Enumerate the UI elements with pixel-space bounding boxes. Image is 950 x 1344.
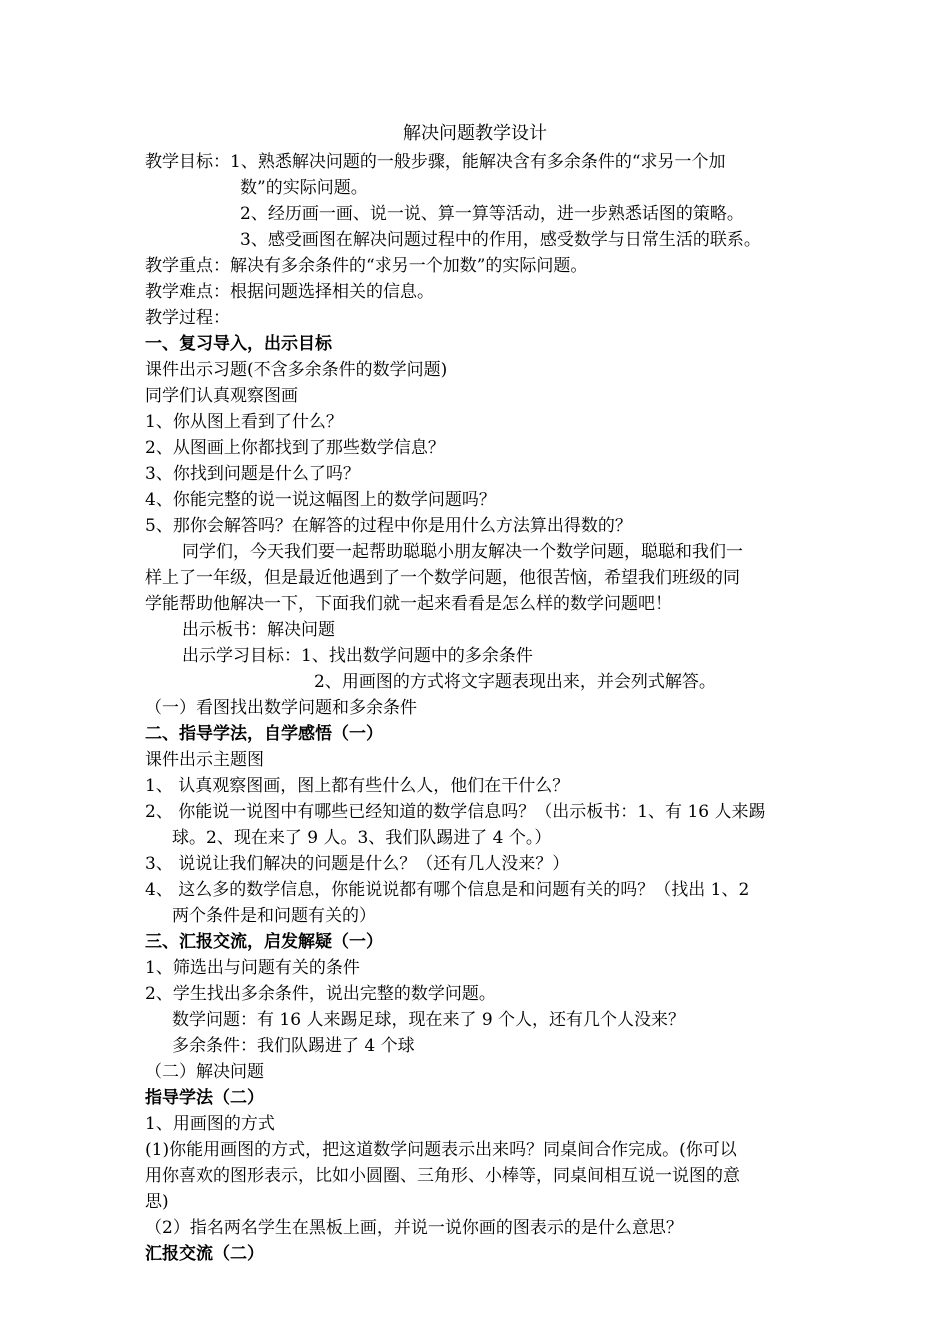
text-line: 5、那你会解答吗？在解答的过程中你是用什么方法算出得数的？ [145, 516, 632, 536]
text-line: 3、你找到问题是什么了吗？ [145, 464, 360, 484]
text-line: 多余条件：我们队踢进了 4 个球 [172, 1036, 415, 1056]
text-line: 2、从图画上你都找到了那些数学信息？ [145, 438, 445, 458]
text-line: 数”的实际问题。 [240, 178, 368, 198]
text-line: 4、 这么多的数学信息，你能说说都有哪个信息是和问题有关的吗？（找出 1、2 [145, 880, 750, 900]
section-heading: 一、复习导入，出示目标 [145, 334, 332, 354]
text-line: 4、你能完整的说一说这幅图上的数学问题吗？ [145, 490, 496, 510]
text-line: 2、用画图的方式将文字题表现出来，并会列式解答。 [314, 672, 716, 692]
document-title: 解决问题教学设计 [403, 123, 547, 144]
text-line: 出示学习目标：1、找出数学问题中的多余条件 [182, 646, 533, 666]
section-heading: 指导学法（二） [145, 1088, 264, 1108]
text-line: 教学重点：解决有多余条件的“求另一个加数”的实际问题。 [145, 256, 588, 276]
text-line: 同学们，今天我们要一起帮助聪聪小朋友解决一个数学问题，聪聪和我们一 [182, 542, 743, 562]
text-line: （一）看图找出数学问题和多余条件 [145, 698, 417, 718]
text-line: 样上了一年级，但是最近他遇到了一个数学问题，他很苦恼，希望我们班级的同 [145, 568, 740, 588]
text-line: 出示板书：解决问题 [182, 620, 335, 640]
text-line: 课件出示习题(不含多余条件的数学问题) [145, 360, 448, 380]
text-line: 教学难点：根据问题选择相关的信息。 [145, 282, 434, 302]
text-line: 两个条件是和问题有关的） [172, 906, 376, 926]
text-line: 用你喜欢的图形表示，比如小圆圈、三角形、小棒等，同桌间相互说一说图的意 [145, 1166, 740, 1186]
section-heading: 汇报交流（二） [145, 1244, 264, 1264]
text-line: 1、你从图上看到了什么？ [145, 412, 343, 432]
text-line: 同学们认真观察图画 [145, 386, 298, 406]
text-line: （二）解决问题 [145, 1062, 264, 1082]
text-line: 1、用画图的方式 [145, 1114, 275, 1134]
text-line: （2）指名两名学生在黑板上画，并说一说你画的图表示的是什么意思？ [145, 1218, 683, 1238]
text-line: 学能帮助他解决一下，下面我们就一起来看看是怎么样的数学问题吧！ [145, 594, 672, 614]
text-line: 2、学生找出多余条件，说出完整的数学问题。 [145, 984, 496, 1004]
text-line: 教学目标：1、熟悉解决问题的一般步骤，能解决含有多余条件的“求另一个加 [145, 152, 726, 172]
text-line: 数学问题：有 16 人来踢足球，现在来了 9 个人，还有几个人没来？ [172, 1010, 686, 1030]
section-heading: 三、汇报交流，启发解疑（一） [145, 932, 383, 952]
text-line: 2、经历画一画、说一说、算一算等活动，进一步熟悉话图的策略。 [240, 204, 744, 224]
text-line: 课件出示主题图 [145, 750, 264, 770]
text-line: 1、 认真观察图画，图上都有些什么人，他们在干什么？ [145, 776, 570, 796]
text-line: 2、 你能说一说图中有哪些已经知道的数学信息吗？（出示板书：1、有 16 人来踢 [145, 802, 766, 822]
text-line: 球。2、现在来了 9 人。3、我们队踢进了 4 个。） [172, 828, 552, 848]
text-line: 3、感受画图在解决问题过程中的作用，感受数学与日常生活的联系。 [240, 230, 761, 250]
text-line: 1、筛选出与问题有关的条件 [145, 958, 360, 978]
section-heading: 二、指导学法，自学感悟（一） [145, 724, 383, 744]
text-line: 思) [145, 1192, 169, 1212]
text-line: (1)你能用画图的方式，把这道数学问题表示出来吗？同桌间合作完成。(你可以 [145, 1140, 737, 1160]
text-line: 教学过程： [145, 308, 230, 328]
text-line: 3、 说说让我们解决的问题是什么？（还有几人没来？） [145, 854, 570, 874]
